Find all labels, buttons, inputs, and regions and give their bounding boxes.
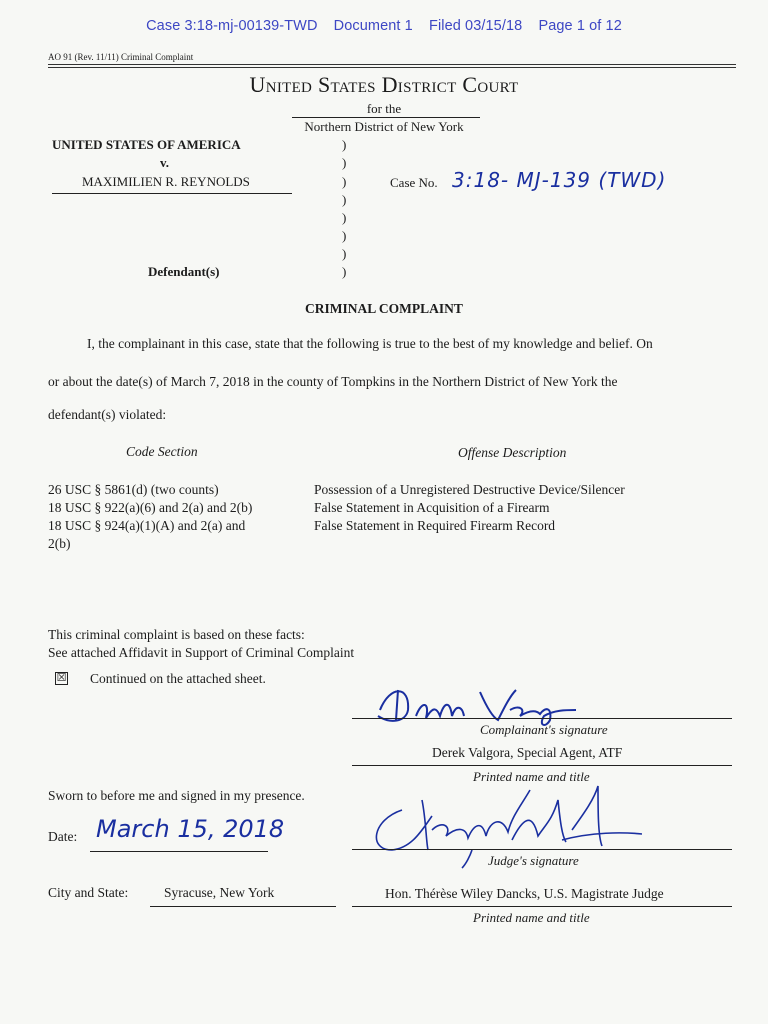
paren-3: ) [342, 174, 347, 189]
paren-1: ) [342, 137, 347, 152]
defendant-underline [52, 193, 292, 194]
complainant-signature-line [352, 718, 732, 719]
paren-4: ) [342, 192, 347, 207]
court-title: United States District Court [249, 72, 519, 97]
form-number: AO 91 (Rev. 11/11) Criminal Complaint [48, 52, 194, 62]
complaint-heading: CRIMINAL COMPLAINT [305, 301, 463, 316]
complainant-signature-label: Complainant's signature [480, 722, 608, 737]
date-line [90, 851, 268, 852]
for-the: for the [366, 101, 402, 116]
facts-line-1: This criminal complaint is based on these facts: [48, 627, 305, 642]
code-section-item: 18 USC § 924(a)(1)(A) and 2(a) and [48, 518, 246, 533]
complainant-name: Derek Valgora, Special Agent, ATF [432, 745, 623, 760]
printed-name-label-2: Printed name and title [473, 910, 590, 925]
ecf-filed-date: Filed 03/15/18 [429, 18, 523, 34]
ecf-document: Document 1 [333, 18, 413, 34]
ecf-case-number: Case 3:18-mj-00139-TWD [146, 18, 318, 34]
paren-7: ) [342, 246, 347, 261]
code-section-list [48, 481, 252, 553]
case-no-label: Case No. [390, 175, 438, 190]
plaintiff-name: UNITED STATES OF AMERICA [52, 137, 241, 152]
code-section-item: 2(b) [48, 536, 71, 551]
paren-5: ) [342, 210, 347, 225]
city-state-line [150, 906, 336, 907]
paren-8: ) [342, 264, 347, 279]
paren-6: ) [342, 228, 347, 243]
code-section-header: Code Section [126, 444, 198, 459]
continued-checkbox[interactable]: ☒ [56, 672, 67, 684]
paren-2: ) [342, 155, 347, 170]
complaint-line-3: defendant(s) violated: [48, 407, 167, 422]
case-no-handwritten: 3:18- MJ-139 (TWD) [452, 168, 667, 192]
judge-signature-line [352, 849, 732, 850]
code-section-item: 26 USC § 5861(d) (two counts) [48, 482, 219, 497]
printed-name-label: Printed name and title [473, 769, 590, 784]
district-name: Northern District of New York [304, 119, 464, 134]
complaint-line-2: or about the date(s) of March 7, 2018 in the county of Tompkins in the Northern District of New York the [48, 374, 618, 389]
offense-description-list [314, 481, 625, 535]
sworn-statement: Sworn to before me and signed in my presence. [48, 788, 305, 803]
ecf-page: Page 1 of 12 [538, 18, 622, 34]
header-rule [48, 64, 736, 65]
city-state-value: Syracuse, New York [164, 885, 275, 900]
district-underline [292, 117, 480, 118]
continued-label: Continued on the attached sheet. [90, 671, 266, 686]
header-rule-2 [48, 67, 736, 68]
offense-description-header: Offense Description [458, 445, 567, 460]
date-handwritten: March 15, 2018 [96, 815, 285, 843]
complainant-name-line [352, 765, 732, 766]
facts-line-2: See attached Affidavit in Support of Criminal Complaint [48, 645, 355, 660]
defendant-name: MAXIMILIEN R. REYNOLDS [82, 174, 250, 189]
judge-name-line [352, 906, 732, 907]
judge-signature-label: Judge's signature [488, 853, 579, 868]
defendant-label: Defendant(s) [148, 264, 220, 279]
date-label: Date: [48, 829, 78, 844]
offense-description-item: False Statement in Required Firearm Record [314, 518, 556, 533]
judge-name: Hon. Thérèse Wiley Dancks, U.S. Magistrate Judge [385, 886, 664, 901]
versus: v. [160, 155, 170, 170]
complaint-line-1: I, the complainant in this case, state that the following is true to the best of my knowledge and belief. On [87, 336, 653, 351]
ecf-header [0, 18, 768, 34]
offense-description-item: Possession of a Unregistered Destructive Device/Silencer [314, 482, 625, 497]
offense-description-item: False Statement in Acquisition of a Firearm [314, 500, 550, 515]
city-state-label: City and State: [48, 885, 129, 900]
code-section-item: 18 USC § 922(a)(6) and 2(a) and 2(b) [48, 500, 253, 515]
